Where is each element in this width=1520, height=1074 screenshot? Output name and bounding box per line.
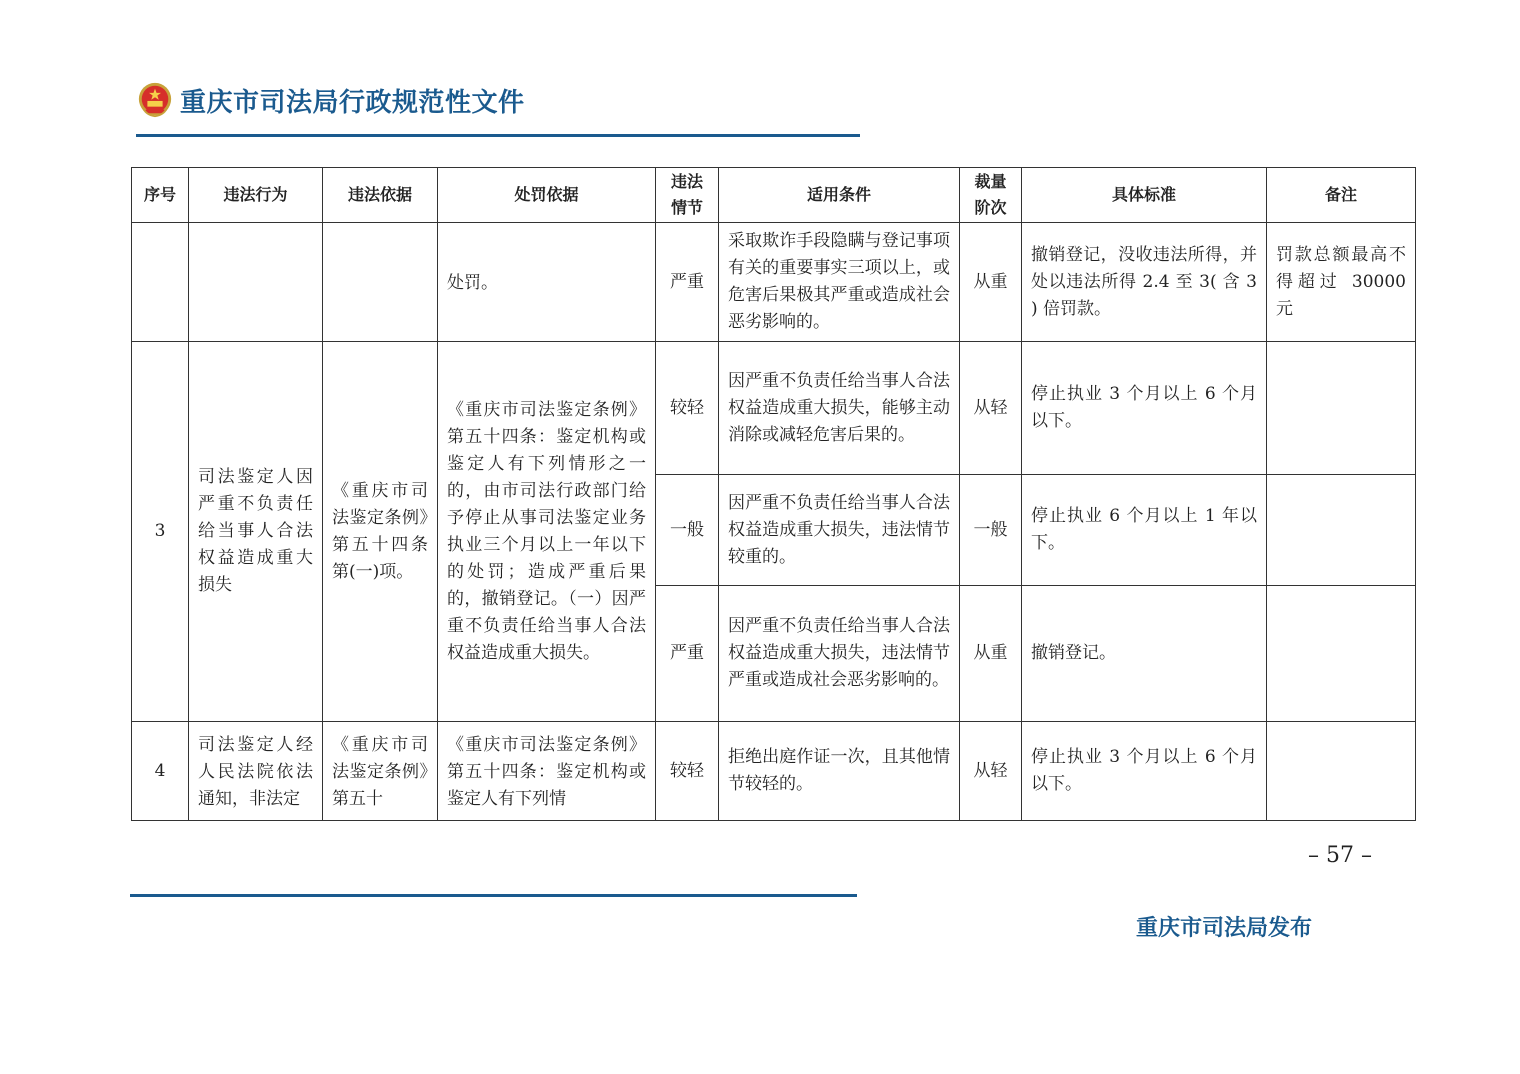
discretion-degree: 从轻 bbox=[960, 342, 1022, 475]
header-cell: 违法行为 bbox=[189, 168, 323, 223]
violation-level: 严重 bbox=[656, 586, 719, 722]
specific-standard: 撤销登记。 bbox=[1022, 586, 1267, 722]
header-rule bbox=[136, 134, 860, 137]
remark bbox=[1267, 586, 1416, 722]
applicable-condition: 因严重不负责任给当事人合法权益造成重大损失，违法情节较重的。 bbox=[719, 475, 960, 586]
table-row bbox=[132, 223, 1416, 342]
violation-act: 司法鉴定人因严重不负责任给当事人合法权益造成重大损失 bbox=[189, 342, 323, 722]
header-cell: 适用条件 bbox=[719, 168, 960, 223]
violation-level: 严重 bbox=[656, 223, 719, 342]
header-cell: 具体标准 bbox=[1022, 168, 1267, 223]
specific-standard: 撤销登记，没收违法所得，并处以违法所得 2.4 至 3( 含 3 ) 倍罚款。 bbox=[1022, 223, 1267, 342]
table-row bbox=[132, 722, 1416, 821]
applicable-condition: 因严重不负责任给当事人合法权益造成重大损失，违法情节严重或造成社会恶劣影响的。 bbox=[719, 586, 960, 722]
violation-law: 《重庆市司法鉴定条例》第五十 bbox=[323, 722, 438, 821]
specific-standard: 停止执业 6 个月以上 1 年以下。 bbox=[1022, 475, 1267, 586]
violation-law: 《重庆市司法鉴定条例》第五十四条第(一)项。 bbox=[323, 342, 438, 722]
header-cell: 处罚依据 bbox=[438, 168, 656, 223]
penalty-basis: 《重庆市司法鉴定条例》第五十四条：鉴定机构或鉴定人有下列情形之一的，由市司法行政部门给予停止从事司法鉴定业务执业三个月以上一年以下的处罚；造成严重后果的，撤销登记。（一）因严重不负责任给当事人合法权益造成重大损失。 bbox=[438, 342, 656, 722]
discretion-degree: 从重 bbox=[960, 223, 1022, 342]
header-cell: 违法情节 bbox=[656, 168, 719, 223]
footer-rule bbox=[130, 894, 857, 897]
specific-standard: 停止执业 3 个月以上 6 个月以下。 bbox=[1022, 722, 1267, 821]
violation-law bbox=[323, 223, 438, 342]
row-number: 3 bbox=[132, 342, 189, 722]
header-cell: 备注 bbox=[1267, 168, 1416, 223]
document-header bbox=[136, 78, 525, 122]
page-number: – 57 – bbox=[1308, 843, 1372, 868]
table-header-row bbox=[132, 168, 1416, 223]
document-title: 重庆市司法局行政规范性文件 bbox=[180, 87, 525, 118]
discretion-degree: 从重 bbox=[960, 586, 1022, 722]
remark bbox=[1267, 342, 1416, 475]
header-cell: 裁量阶次 bbox=[960, 168, 1022, 223]
row-number bbox=[132, 223, 189, 342]
violation-act: 司法鉴定人经人民法院依法通知，非法定 bbox=[189, 722, 323, 821]
remark: 罚款总额最高不得超过 30000 元 bbox=[1267, 223, 1416, 342]
header-cell: 违法依据 bbox=[323, 168, 438, 223]
applicable-condition: 采取欺诈手段隐瞒与登记事项有关的重要事实三项以上，或危害后果极其严重或造成社会恶劣影响的。 bbox=[719, 223, 960, 342]
header-cell: 序号 bbox=[132, 168, 189, 223]
table-row bbox=[132, 342, 1416, 475]
discretion-degree: 从轻 bbox=[960, 722, 1022, 821]
violation-level: 一般 bbox=[656, 475, 719, 586]
specific-standard: 停止执业 3 个月以上 6 个月以下。 bbox=[1022, 342, 1267, 475]
applicable-condition: 因严重不负责任给当事人合法权益造成重大损失，能够主动消除或减轻危害后果的。 bbox=[719, 342, 960, 475]
remark bbox=[1267, 722, 1416, 821]
remark bbox=[1267, 475, 1416, 586]
penalty-basis: 处罚。 bbox=[438, 223, 656, 342]
penalty-table bbox=[131, 167, 1416, 821]
row-number: 4 bbox=[132, 722, 189, 821]
violation-act bbox=[189, 223, 323, 342]
applicable-condition: 拒绝出庭作证一次，且其他情节较轻的。 bbox=[719, 722, 960, 821]
penalty-basis: 《重庆市司法鉴定条例》第五十四条：鉴定机构或鉴定人有下列情 bbox=[438, 722, 656, 821]
publisher-label: 重庆市司法局发布 bbox=[1136, 916, 1313, 941]
discretion-degree: 一般 bbox=[960, 475, 1022, 586]
national-emblem-icon bbox=[136, 81, 174, 119]
violation-level: 较轻 bbox=[656, 342, 719, 475]
violation-level: 较轻 bbox=[656, 722, 719, 821]
